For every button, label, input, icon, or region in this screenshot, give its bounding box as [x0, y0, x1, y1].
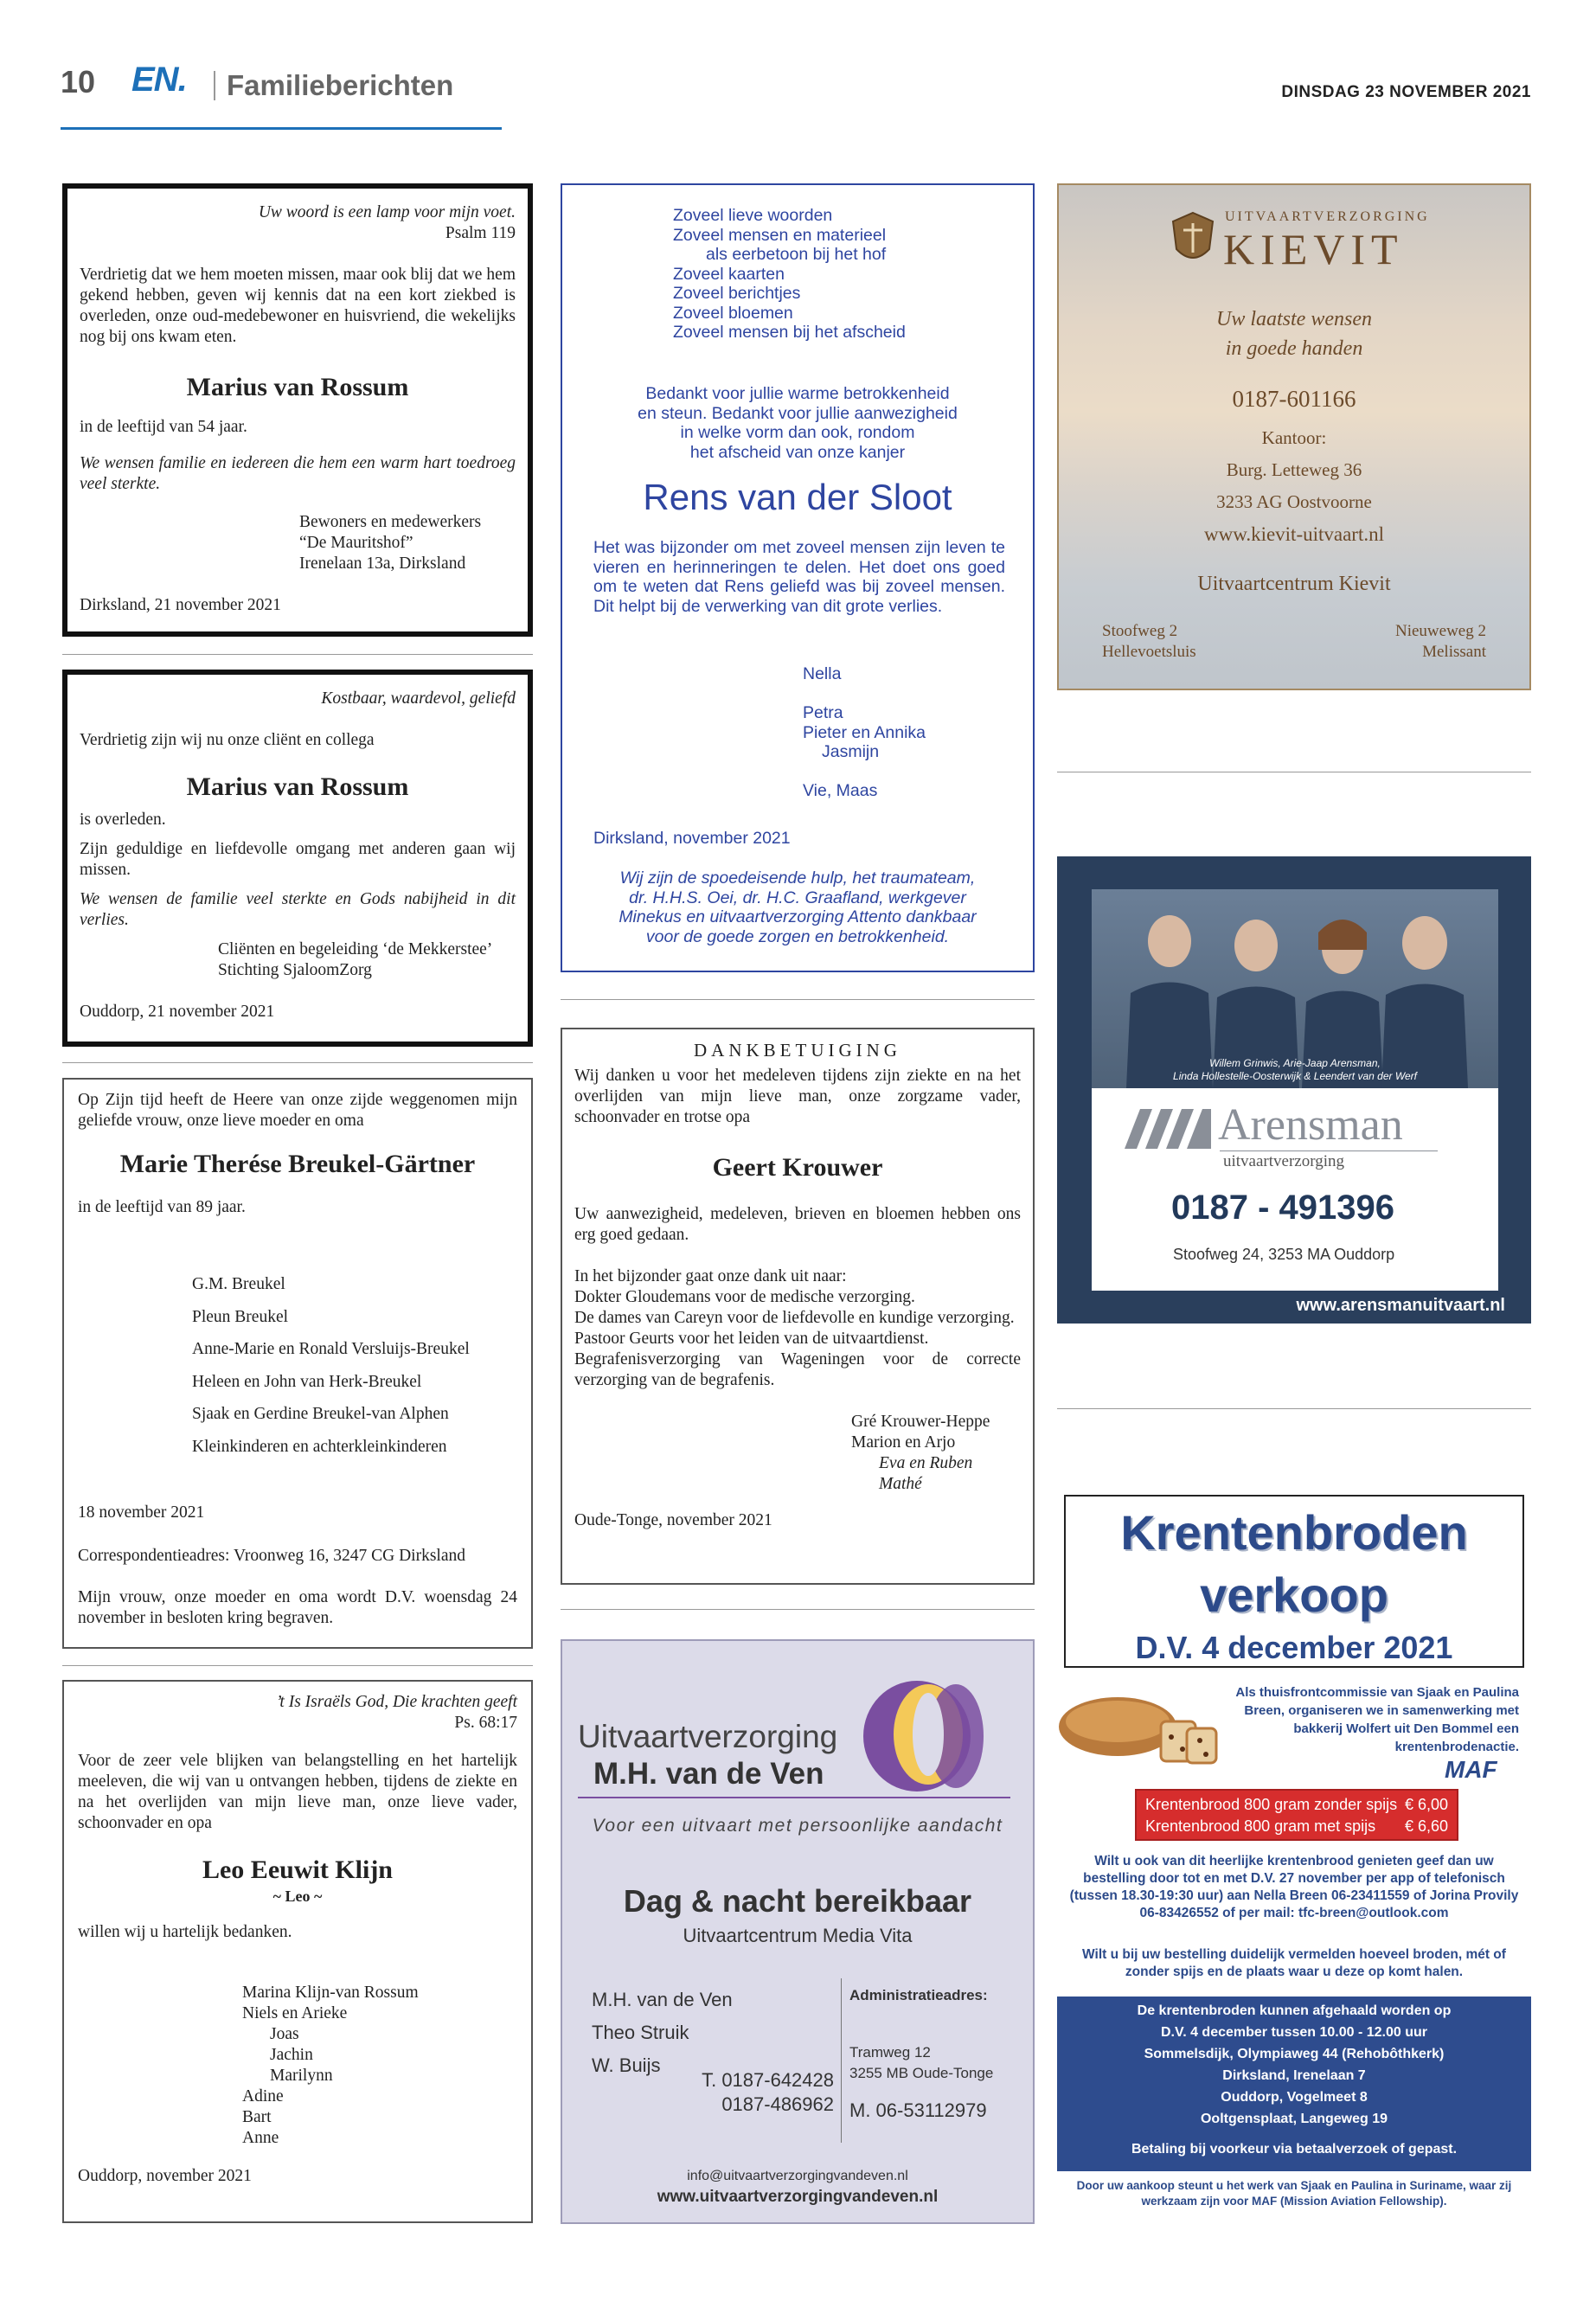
thanks-geert-krouwer: [561, 1028, 1035, 1585]
quote-ref: Psalm 119: [445, 224, 516, 242]
poem-line: Zoveel lieve woorden: [673, 206, 833, 225]
pickup-line: [1057, 2130, 1531, 2138]
signature-line: Cliënten en begeleiding ‘de Mekkerstee’: [218, 940, 493, 958]
photo-caption: Linda Hollestelle-Oosterwijk & Leendert van der Werf: [1173, 1070, 1417, 1082]
kievit-crest-icon: [1170, 211, 1216, 268]
column-rule: [561, 999, 1035, 1000]
quote: Kostbaar, waardevol, geliefd: [321, 689, 516, 708]
address-divider: [841, 1978, 842, 2143]
address-text: Correspondentieadres: Vroonweg 16, 3247 CG Dirksland: [78, 1547, 465, 1565]
price-value: € 6,60: [1404, 1817, 1448, 1835]
family-member: Kleinkinderen en achterkleinkinderen: [192, 1437, 447, 1456]
price-value: € 6,00: [1404, 1796, 1448, 1813]
column-rule: [1057, 1408, 1531, 1409]
column-rule: [62, 654, 533, 655]
signature-line: Stichting SjaloomZorg: [218, 961, 372, 979]
signature-line: “De Mauritshof”: [299, 534, 413, 552]
kievit-label: UITVAARTVERZORGING: [1225, 209, 1430, 224]
price-label: Krentenbrood 800 gram zonder spijs: [1145, 1796, 1398, 1813]
header-rule: [61, 127, 502, 130]
staff-name: Theo Struik: [592, 2022, 689, 2043]
signature-line: Mathé: [879, 1475, 922, 1493]
note-line: voor de goede zorgen en betrokkenheid.: [645, 926, 950, 946]
pickup-line: Ooltgensplaat, Langeweg 19: [1200, 2112, 1388, 2126]
thanks-text: willen wij u hartelijk bedanken.: [78, 1923, 292, 1941]
phone-number: T. 0187-642428: [702, 2069, 834, 2091]
slogan: in goede handen: [1225, 337, 1363, 360]
intro-text: Op Zijn tijd heeft de Heere van onze zijde weggenomen mijn geliefde vrouw, onze lieve moeder en oma: [78, 1091, 517, 1130]
thanks-line: en steun. Bedankt voor jullie aanwezigheid: [638, 403, 958, 423]
admin-label: Administratieadres:: [849, 1987, 988, 2003]
issue-date: DINSDAG 23 NOVEMBER 2021: [1281, 83, 1531, 101]
admin-address: Tramweg 12: [849, 2044, 931, 2061]
family-member: Sjaak en Gerdine Breukel-van Alphen: [192, 1405, 449, 1423]
office-street: Burg. Letteweg 36: [1226, 459, 1362, 480]
header-divider: [214, 71, 215, 100]
ad-kievit: [1057, 183, 1531, 690]
company-name-line1: Uitvaartverzorging: [578, 1719, 838, 1754]
poem-line: Zoveel bloemen: [673, 303, 793, 323]
thanks-line: in welke vorm dan ook, rondom: [680, 423, 915, 442]
thanks-leo-klijn: [62, 1680, 533, 2223]
arensman-website[interactable]: www.arensmanuitvaart.nl: [1296, 1296, 1505, 1315]
date-text: 18 november 2021: [78, 1503, 205, 1522]
family-member: Anne: [242, 2129, 279, 2147]
company-name-line2: M.H. van de Ven: [593, 1757, 824, 1791]
note-line: Minekus en uitvaartverzorging Attento dankbaar: [619, 907, 977, 926]
signature-line: Irenelaan 13a, Dirksland: [299, 554, 466, 573]
pickup-line: Sommelsdijk, Olympiaweg 44 (Rehobôthkerk): [1144, 2047, 1445, 2061]
column-rule: [62, 1665, 533, 1666]
website-link[interactable]: www.uitvaartverzorgingvandeven.nl: [657, 2188, 939, 2206]
body-text: Uw aanwezigheid, medeleven, brieven en bloemen hebben ons erg goed gedaan.: [574, 1205, 1021, 1244]
location-left: Hellevoetsluis: [1102, 643, 1196, 661]
kievit-website[interactable]: www.kievit-uitvaart.nl: [1203, 523, 1384, 545]
arensman-logo-icon: [1125, 1109, 1211, 1149]
kievit-phone: 0187-601166: [1232, 386, 1356, 412]
section-title: Familieberichten: [227, 69, 454, 101]
poem-line: Zoveel mensen bij het afscheid: [673, 323, 906, 342]
intro-text: Wij danken u voor het medeleven tijdens zijn ziekte en na het overlijden van mijn lieve man, onze zorgzame vader, schoonvader en trotse opa: [574, 1067, 1021, 1126]
obituary-marius-1: [62, 183, 533, 637]
signature-line: Eva en Ruben: [879, 1454, 973, 1472]
kievit-name: KIEVIT: [1223, 225, 1404, 273]
column-rule: [62, 1062, 533, 1063]
maf-logo: MAF: [1445, 1756, 1497, 1783]
family-member: Niels en Arieke: [242, 2004, 348, 2022]
thanks-rens: [561, 183, 1035, 972]
ad-krentenbroden: [1057, 1495, 1531, 2225]
page-number: 10: [61, 64, 96, 99]
location-left: Stoofweg 2: [1102, 622, 1178, 640]
body-text: Pastoor Geurts voor het leiden van de uitvaartdienst.: [574, 1330, 929, 1348]
quote: Uw woord is een lamp voor mijn voet.: [258, 203, 516, 221]
staff-name: W. Buijs: [592, 2054, 661, 2076]
pickup-line: Dirksland, Irenelaan 7: [1222, 2068, 1366, 2083]
column-rule: [561, 1609, 1035, 1610]
signature-line: Jasmijn: [822, 742, 880, 761]
note-line: dr. H.H.S. Oei, dr. H.C. Graafland, werkgever: [629, 888, 966, 907]
deceased-name: Marius van Rossum: [186, 772, 409, 801]
deceased-name: Leo Eeuwit Klijn: [202, 1856, 393, 1884]
arensman-phone: 0187 - 491396: [1171, 1189, 1395, 1227]
order-text: Wilt u ook van dit heerlijke krentenbrood genieten geef dan uw bestelling door tot en met D.V. 27 november per app of telefonisch (tussen 18.30-19:30 uur) aan Nella Breen 06-23411559 of Jorina Provily 06-83426552 of per mail: tfc-breen@outlook.com: [1069, 1854, 1519, 1920]
signature-line: Bewoners en medewerkers: [299, 513, 482, 531]
signature-line: Marion en Arjo: [851, 1433, 956, 1452]
signature-line: Nella: [803, 664, 842, 683]
body-text: De dames van Careyn voor de liefdevolle en kundige verzorging.: [574, 1309, 1015, 1327]
slogan: Uw laatste wensen: [1216, 308, 1372, 330]
family-member: Adine: [242, 2087, 284, 2106]
logo-underline: [1220, 1150, 1438, 1151]
pickup-line: Betaling bij voorkeur via betaalverzoek of gepast.: [1131, 2142, 1458, 2157]
poem-line: als eerbetoon bij het hof: [706, 245, 887, 264]
sale-date: D.V. 4 december 2021: [1135, 1630, 1453, 1665]
place-date: Oude-Tonge, november 2021: [574, 1511, 772, 1529]
ad-arensman: [1057, 856, 1531, 1324]
note-line: Wij zijn de spoedeisende hulp, het traumateam,: [619, 868, 976, 888]
signature-line: [803, 684, 926, 704]
place-date: Dirksland, november 2021: [593, 829, 791, 848]
bread-image: [1057, 1687, 1221, 1766]
family-member: Pleun Breukel: [192, 1307, 289, 1326]
body-text: Het was bijzonder om met zoveel mensen zijn leven te vieren en herinneringen te delen. Het doet ons goed om te weten dat Rens geliefd was bij zoveel mensen. Dit helpt bij de verwerking van dit grote verlies.: [593, 538, 1005, 616]
family-member: Anne-Marie en Ronald Versluijs-Breukel: [192, 1340, 470, 1358]
intro-text: Verdrietig dat we hem moeten missen, maar ook blij dat we hem gekend hebben, geven wij kennis dat na een kort ziekbed is overleden, onze oud-medebewoner en huisvriend, die wekelijks nog bij ons kwam eten.: [80, 266, 516, 346]
footer-text: Door uw aankoop steunt u het werk van Sjaak en Paulina in Suriname, waar zij werkzaam zijn voor MAF (Mission Aviation Fellowship).: [1076, 2179, 1512, 2208]
place-date: Dirksland, 21 november 2021: [80, 596, 281, 614]
deceased-name: Rens van der Sloot: [643, 477, 952, 517]
poem-line: Zoveel mensen en materieel: [673, 225, 887, 245]
body-text: Begrafenisverzorging van Wageningen voor de correcte verzorging van de begrafenis.: [574, 1350, 1021, 1389]
location-right: Melissant: [1422, 643, 1486, 661]
arensman-name: Arensman: [1218, 1100, 1403, 1150]
order-note: Wilt u bij uw bestelling duidelijk vermelden hoeveel broden, mét of zonder spijs en de plaats waar u deze op komt halen.: [1082, 1947, 1506, 1979]
signature-line: Gré Krouwer-Heppe: [851, 1413, 990, 1431]
family-member: G.M. Breukel: [192, 1275, 285, 1293]
thanks-line: het afscheid van onze kanjer: [689, 442, 906, 462]
obituary-breukel: [62, 1078, 533, 1649]
admin-address: 3255 MB Oude-Tonge: [849, 2065, 994, 2081]
quote-ref: Ps. 68:17: [454, 1714, 517, 1732]
deceased-name: Geert Krouwer: [712, 1153, 883, 1182]
signature-line: Petra: [803, 703, 843, 722]
quote: ’t Is Israëls God, Die krachten geeft: [276, 1693, 517, 1711]
title-line: verkoop: [1200, 1567, 1388, 1622]
thanks-line: Bedankt voor jullie warme betrokkenheid: [645, 384, 950, 403]
family-member: Marilynn: [270, 2067, 333, 2085]
pickup-line: De krentenbroden kunnen afgehaald worden op: [1137, 2003, 1452, 2018]
ad-van-de-ven: [561, 1639, 1035, 2224]
body-text: Dokter Gloudemans voor de medische verzorging.: [574, 1288, 915, 1306]
mobile-number: M. 06-53112979: [849, 2099, 987, 2121]
phone-number: 0187-486962: [721, 2093, 834, 2115]
pickup-line: Ouddorp, Vogelmeet 8: [1221, 2090, 1368, 2105]
wish-text: We wensen de familie veel sterkte en Gods nabijheid in dit verlies.: [80, 890, 516, 929]
availability: Dag & nacht bereikbaar: [623, 1883, 972, 1919]
wish-text: We wensen familie en iedereen die hem een warm hart toedroeg veel sterkte.: [80, 454, 516, 493]
age-text: in de leeftijd van 89 jaar.: [78, 1198, 246, 1216]
photo-caption: Willem Grinwis, Arie-Jaap Arensman,: [1209, 1057, 1381, 1069]
family-member: Heleen en John van Herk-Breukel: [192, 1372, 422, 1391]
age-text: in de leeftijd van 54 jaar.: [80, 418, 247, 436]
location-right: Nieuweweg 2: [1395, 622, 1486, 640]
family-member: Jachin: [270, 2046, 313, 2064]
staff-name: M.H. van de Ven: [592, 1989, 733, 2010]
signature-line: [803, 762, 926, 782]
family-member: Joas: [270, 2025, 299, 2043]
family-member: Marina Klijn-van Rossum: [242, 1984, 419, 2002]
signature-line: Pieter en Annika: [803, 722, 926, 742]
pickup-line: D.V. 4 december tussen 10.00 - 12.00 uur: [1160, 2025, 1427, 2040]
email-address: info@uitvaartverzorgingvandeven.nl: [687, 2169, 908, 2183]
tagline: Voor een uitvaart met persoonlijke aandacht: [592, 1816, 1003, 1836]
arensman-address: Stoofweg 24, 3253 MA Ouddorp: [1173, 1246, 1395, 1263]
deceased-name: Marie Therése Breukel-Gärtner: [119, 1150, 476, 1178]
en-logo: EN.: [131, 61, 187, 99]
poem-line: Zoveel kaarten: [673, 264, 785, 284]
title-line: Krentenbroden: [1120, 1505, 1468, 1560]
heading: DANKBETUIGING: [694, 1040, 901, 1061]
van-de-ven-logo-icon: [861, 1679, 990, 1793]
team-photo: [1092, 889, 1498, 1088]
arensman-subtitle: uitvaartverzorging: [1223, 1152, 1344, 1170]
family-member: Bart: [242, 2108, 272, 2126]
signature-line: Vie, Maas: [803, 781, 878, 800]
body-text: In het bijzonder gaat onze dank uit naar:: [574, 1267, 847, 1285]
logo-underline: [578, 1797, 1010, 1798]
obituary-marius-2: [62, 670, 533, 1047]
place-date: Ouddorp, 21 november 2021: [80, 1003, 275, 1021]
intro-text: Verdrietig zijn wij nu onze cliënt en collega: [80, 731, 375, 749]
intro-text: Voor de zeer vele blijken van belangstelling en het hartelijk meeleven, die wij van u ontvangen hebben, tijdens de ziekte en na het overlijden van mijn lieve man, onze lieve vader, schoonvader en opa: [78, 1752, 517, 1832]
funeral-text: Mijn vrouw, onze moeder en oma wordt D.V. woensdag 24 november in besloten kring begraven.: [78, 1588, 517, 1627]
price-label: Krentenbrood 800 gram met spijs: [1145, 1817, 1376, 1835]
office-city: 3233 AG Oostvoorne: [1216, 491, 1372, 512]
deceased-name: Marius van Rossum: [186, 373, 409, 401]
poem-line: Zoveel berichtjes: [673, 284, 801, 303]
body-text: Zijn geduldige en liefdevolle omgang met anderen gaan wij missen.: [80, 840, 516, 879]
place-date: Ouddorp, november 2021: [78, 2167, 252, 2185]
status-text: is overleden.: [80, 811, 166, 829]
nickname: ~ Leo ~: [272, 1888, 323, 1905]
office-label: Kantoor:: [1261, 427, 1327, 448]
kievit-center: Uitvaartcentrum Kievit: [1197, 573, 1391, 595]
center-name: Uitvaartcentrum Media Vita: [683, 1925, 913, 1946]
intro-text: Als thuisfrontcommissie van Sjaak en Paulina Breen, organiseren we in samenwerking met bakkerij Wolfert uit Den Bommel een krentenbrodenactie.: [1235, 1685, 1519, 1754]
